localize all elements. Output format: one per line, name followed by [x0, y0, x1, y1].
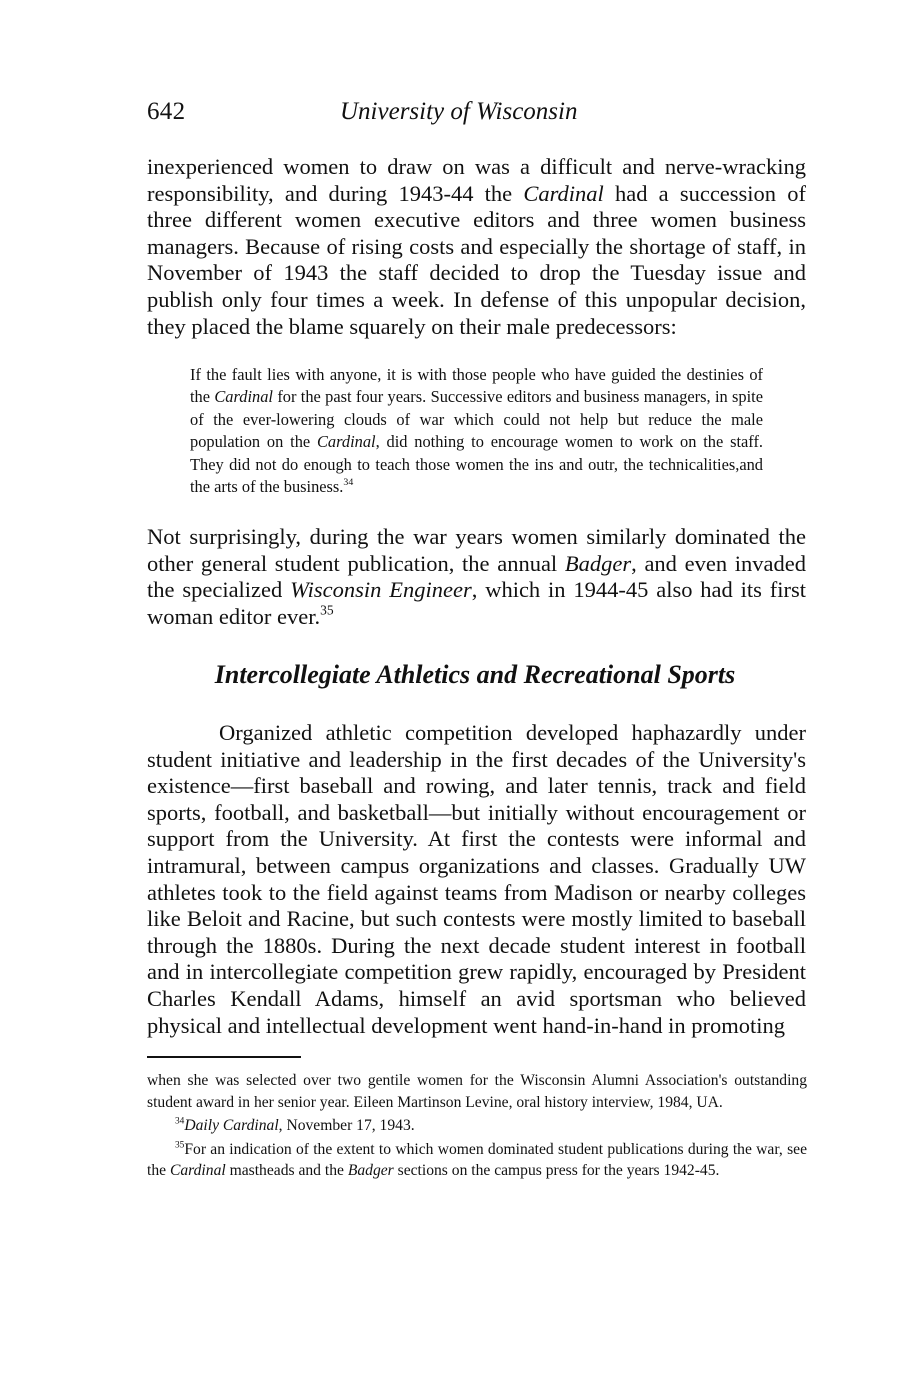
text-run: , which in 1944-45 also had its first woman editor ever.	[147, 577, 806, 629]
block-quote	[190, 364, 763, 498]
text-run: Not surprisingly, during the war years women similarly dominated the other general student publication, the annual	[147, 524, 806, 576]
footnote-ref: 35	[320, 602, 334, 618]
footnote-divider	[147, 1056, 301, 1058]
footnote-ref: 34	[343, 477, 354, 489]
text-run: , November 17, 1943.	[278, 1117, 415, 1135]
body-paragraph: Organized athletic competition developed haphazardly under student initiative and leadership in the first decades of the University's existence—first baseball and rowing, and later tennis, track and field sports, football, and basketball—but initially without encouragement or support from the University. At first the contests were informal and intramural, between campus organizations and classes. Gradually UW athletes took to the field against teams from Madison or nearby colleges like Beloit and Racine, but such contests were mostly limited to baseball through the 1880s. During the next decade student interest in football and in intercollegiate competition grew rapidly, encouraged by President Charles Kendall Adams, himself an avid sportsman who believed physical and intellectual development went hand-in-hand in promoting	[147, 720, 806, 1038]
body-paragraph	[147, 524, 806, 630]
body-paragraph	[147, 154, 806, 340]
text-run: mastheads and the	[225, 1162, 348, 1180]
text-run: for the past four years. Successive editors and business managers, in spite of the ever-lowering clouds of war which could not help but reduce the male population on the	[190, 387, 763, 452]
page-number: 642	[147, 98, 186, 125]
section-heading: Intercollegiate Athletics and Recreational Sports	[214, 660, 736, 689]
italic-title: Cardinal	[214, 387, 273, 407]
italic-title: Cardinal	[316, 432, 376, 452]
italic-title: Cardinal	[169, 1162, 226, 1180]
footnote-35	[147, 1139, 807, 1182]
text-run: inexperienced women to draw on was a difficult and nerve-wracking responsibility, and during 1943-44 the	[147, 154, 806, 206]
text-run: If the fault lies with anyone, it is with those people who have guided the destinies of the	[190, 365, 763, 407]
italic-title: Wisconsin Engineer	[290, 577, 472, 603]
italic-title: Badger	[564, 550, 632, 576]
text-run: , and even invaded the specialized	[147, 550, 806, 603]
footnote-34	[147, 1115, 807, 1137]
footnote-number: 34	[175, 1116, 185, 1127]
text-run: , did nothing to encourage women to work on the staff. They did not do enough to teach those women the ins and outr, the technicalities,and the arts of the business.	[190, 432, 763, 497]
footnote-continued: when she was selected over two gentile women for the Wisconsin Alumni Association's outstanding student award in her senior year. Eileen Martinson Levine, oral history interview, 1984, UA.	[147, 1072, 807, 1111]
italic-title: Daily Cardinal	[184, 1117, 279, 1135]
text-run: had a succession of three different women executive editors and three women business managers. Because of rising costs and especially the shortage of staff, in November of 1943 the staff decided to drop the Tuesday issue and publish only four times a week. In defense of this unpopular decision, they placed the blame squarely on their male predecessors:	[147, 180, 806, 339]
text-run: sections on the campus press for the years 1942-45.	[393, 1162, 720, 1180]
footnote-number: 35	[175, 1140, 185, 1151]
italic-title: Badger	[347, 1162, 394, 1180]
running-title: University of Wisconsin	[340, 98, 578, 125]
italic-title: Cardinal	[523, 180, 604, 206]
footnotes	[147, 1070, 807, 1182]
text-run: For an indication of the extent to which women dominated student publications during the war, see the	[147, 1140, 807, 1180]
